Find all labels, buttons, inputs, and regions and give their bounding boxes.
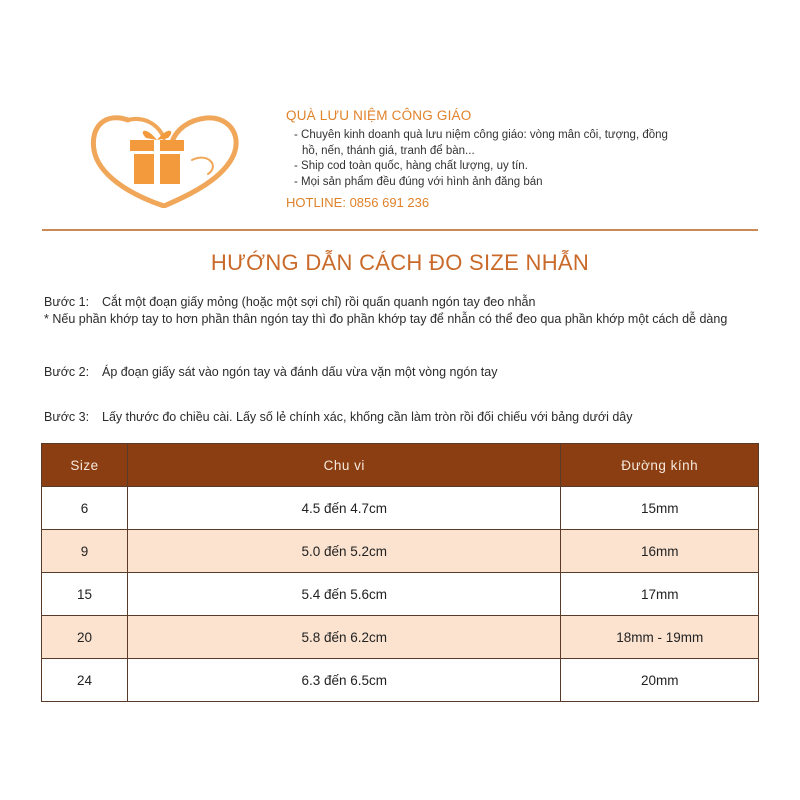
- step-text: Lấy thước đo chiều cài. Lấy số lẻ chính xác, khống cần làm tròn rồi đối chiếu với bảng dưới dây: [102, 410, 633, 424]
- page-title: HƯỚNG DẪN CÁCH ĐO SIZE NHẪN: [210, 250, 590, 275]
- brand-line: - Mọi sản phẩm đều đúng với hình ảnh đăng bán: [294, 175, 543, 188]
- measurement-steps: [44, 294, 754, 424]
- diameter-cell: 20mm: [561, 659, 759, 702]
- step-note: * Nếu phần khớp tay to hơn phần thân ngón tay thì đo phần khớp tay để nhẫn có thể đeo qua phần khớp một cách dễ dàng: [44, 312, 728, 326]
- column-header-diameter: Đường kính: [561, 444, 759, 487]
- table-row: [42, 659, 759, 702]
- step-label: Bước 3:: [44, 410, 90, 424]
- size-cell: 24: [42, 659, 128, 702]
- hotline: HOTLINE: 0856 691 236: [286, 195, 430, 210]
- step-text: Áp đoạn giấy sát vào ngón tay và đánh dấu vừa vặn một vòng ngón tay: [102, 365, 498, 379]
- brand-line: - Ship cod toàn quốc, hàng chất lượng, uy tín.: [294, 160, 528, 172]
- table-row: [42, 530, 759, 573]
- circumference-cell: 5.4 đến 5.6cm: [128, 573, 561, 616]
- gift-heart-logo: [88, 108, 240, 208]
- circumference-cell: 5.0 đến 5.2cm: [128, 530, 561, 573]
- size-cell: 9: [42, 530, 128, 573]
- step-1: [44, 294, 754, 311]
- step-text: Cắt một đoạn giấy mỏng (hoặc một sợi chỉ) rồi quấn quanh ngón tay đeo nhẫn: [102, 295, 536, 309]
- diameter-cell: 15mm: [561, 487, 759, 530]
- diameter-cell: 16mm: [561, 530, 759, 573]
- ring-size-table: [41, 443, 759, 702]
- circumference-cell: 4.5 đến 4.7cm: [128, 487, 561, 530]
- size-cell: 15: [42, 573, 128, 616]
- table-row: [42, 487, 759, 530]
- circumference-cell: 6.3 đến 6.5cm: [128, 659, 561, 702]
- diameter-cell: 17mm: [561, 573, 759, 616]
- step-3: [44, 409, 754, 426]
- table-row: [42, 616, 759, 659]
- size-cell: 20: [42, 616, 128, 659]
- brand-title: QUÀ LƯU NIỆM CÔNG GIÁO: [286, 108, 472, 123]
- divider: [42, 229, 758, 231]
- brand-description: [286, 128, 726, 190]
- size-cell: 6: [42, 487, 128, 530]
- shop-info: [286, 108, 726, 210]
- diameter-cell: 18mm - 19mm: [561, 616, 759, 659]
- brand-line: hồ, nến, thánh giá, tranh để bàn...: [302, 144, 475, 157]
- circumference-cell: 5.8 đến 6.2cm: [128, 616, 561, 659]
- step-label: Bước 1:: [44, 295, 90, 309]
- table-row: [42, 573, 759, 616]
- column-header-size: Size: [42, 444, 128, 487]
- brand-line: - Chuyên kinh doanh quà lưu niệm công giáo: vòng mân côi, tượng, đồng: [294, 129, 668, 141]
- step-2: [44, 364, 754, 381]
- step-label: Bước 2:: [44, 365, 90, 379]
- table-header-row: [42, 444, 759, 487]
- column-header-circumference: Chu vi: [128, 444, 561, 487]
